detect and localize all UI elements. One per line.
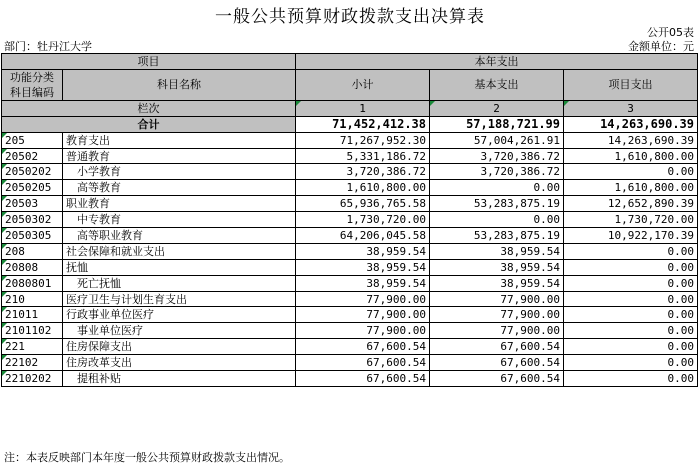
total-basic: 57,188,721.99 — [430, 116, 564, 132]
row-basic: 53,283,875.19 — [430, 228, 564, 244]
row-basic: 38,959.54 — [430, 259, 564, 275]
row-project: 0.00 — [564, 339, 698, 355]
row-project: 0.00 — [564, 243, 698, 259]
header-func-code: 功能分类科目编码 — [2, 69, 63, 100]
row-basic: 67,600.54 — [430, 371, 564, 387]
row-project: 0.00 — [564, 164, 698, 180]
row-subtotal: 1,610,800.00 — [296, 180, 430, 196]
header-subject-name: 科目名称 — [63, 69, 296, 100]
row-name: 高等教育 — [63, 180, 296, 196]
row-name: 小学教育 — [63, 164, 296, 180]
expenditure-table — [1, 53, 698, 387]
row-project: 0.00 — [564, 323, 698, 339]
row-subtotal: 5,331,186.72 — [296, 148, 430, 164]
row-subtotal: 67,600.54 — [296, 339, 430, 355]
header-subtotal: 小计 — [296, 69, 430, 100]
header-row-2 — [2, 69, 698, 100]
row-basic: 77,900.00 — [430, 291, 564, 307]
table-row — [2, 291, 698, 307]
form-code: 公开05表 — [647, 26, 694, 39]
row-basic: 67,600.54 — [430, 355, 564, 371]
row-subtotal: 65,936,765.58 — [296, 196, 430, 212]
row-subtotal: 77,900.00 — [296, 291, 430, 307]
row-code: 2050202 — [2, 164, 63, 180]
row-project: 1,610,800.00 — [564, 180, 698, 196]
row-subtotal: 77,900.00 — [296, 323, 430, 339]
column-index-label: 栏次 — [2, 100, 296, 116]
row-basic: 38,959.54 — [430, 275, 564, 291]
table-row — [2, 371, 698, 387]
table-row — [2, 307, 698, 323]
row-code: 20502 — [2, 148, 63, 164]
table-row — [2, 275, 698, 291]
row-name: 死亡抚恤 — [63, 275, 296, 291]
row-subtotal: 3,720,386.72 — [296, 164, 430, 180]
row-name: 事业单位医疗 — [63, 323, 296, 339]
row-code: 208 — [2, 243, 63, 259]
header-basic: 基本支出 — [430, 69, 564, 100]
row-name: 社会保障和就业支出 — [63, 243, 296, 259]
department-label: 部门：牡丹江大学 — [4, 40, 92, 53]
table-row — [2, 148, 698, 164]
footnote: 注：本表反映部门本年度一般公共预算财政拨款支出情况。 — [4, 451, 290, 464]
unit-label: 金额单位：元 — [628, 40, 694, 53]
column-index-2: 2 — [430, 100, 564, 116]
row-project: 14,263,690.39 — [564, 132, 698, 148]
row-basic: 67,600.54 — [430, 339, 564, 355]
row-code: 2080801 — [2, 275, 63, 291]
total-project: 14,263,690.39 — [564, 116, 698, 132]
header-project: 项目支出 — [564, 69, 698, 100]
row-project: 1,730,720.00 — [564, 212, 698, 228]
row-name: 住房改革支出 — [63, 355, 296, 371]
row-subtotal: 38,959.54 — [296, 275, 430, 291]
row-name: 住房保障支出 — [63, 339, 296, 355]
row-subtotal: 71,267,952.30 — [296, 132, 430, 148]
row-project: 12,652,890.39 — [564, 196, 698, 212]
row-basic: 77,900.00 — [430, 307, 564, 323]
table-row — [2, 339, 698, 355]
row-code: 22102 — [2, 355, 63, 371]
row-name: 职业教育 — [63, 196, 296, 212]
table-row — [2, 180, 698, 196]
row-basic: 0.00 — [430, 180, 564, 196]
total-row — [2, 116, 698, 132]
row-subtotal: 38,959.54 — [296, 259, 430, 275]
row-code: 2210202 — [2, 371, 63, 387]
row-subtotal: 77,900.00 — [296, 307, 430, 323]
report-title: 一般公共预算财政拨款支出决算表 — [215, 7, 485, 27]
row-project: 0.00 — [564, 259, 698, 275]
row-code: 205 — [2, 132, 63, 148]
row-subtotal: 38,959.54 — [296, 243, 430, 259]
row-project: 1,610,800.00 — [564, 148, 698, 164]
table-row — [2, 259, 698, 275]
table-row — [2, 196, 698, 212]
total-label: 合计 — [2, 116, 296, 132]
row-code: 20808 — [2, 259, 63, 275]
header-item: 项目 — [2, 54, 296, 70]
header-current-year: 本年支出 — [296, 54, 698, 70]
row-project: 0.00 — [564, 291, 698, 307]
row-basic: 3,720,386.72 — [430, 164, 564, 180]
row-code: 20503 — [2, 196, 63, 212]
row-name: 高等职业教育 — [63, 228, 296, 244]
table-row — [2, 243, 698, 259]
row-name: 抚恤 — [63, 259, 296, 275]
table-row — [2, 228, 698, 244]
row-basic: 53,283,875.19 — [430, 196, 564, 212]
total-subtotal: 71,452,412.38 — [296, 116, 430, 132]
row-name: 医疗卫生与计划生育支出 — [63, 291, 296, 307]
row-code: 2050205 — [2, 180, 63, 196]
row-name: 行政事业单位医疗 — [63, 307, 296, 323]
table-row — [2, 132, 698, 148]
row-project: 0.00 — [564, 355, 698, 371]
row-subtotal: 1,730,720.00 — [296, 212, 430, 228]
row-code: 221 — [2, 339, 63, 355]
row-code: 2101102 — [2, 323, 63, 339]
row-subtotal: 67,600.54 — [296, 355, 430, 371]
row-project: 0.00 — [564, 307, 698, 323]
row-name: 教育支出 — [63, 132, 296, 148]
column-index-1: 1 — [296, 100, 430, 116]
row-basic: 77,900.00 — [430, 323, 564, 339]
row-subtotal: 67,600.54 — [296, 371, 430, 387]
row-code: 2050305 — [2, 228, 63, 244]
row-project: 0.00 — [564, 275, 698, 291]
row-project: 10,922,170.39 — [564, 228, 698, 244]
row-code: 21011 — [2, 307, 63, 323]
row-name: 普通教育 — [63, 148, 296, 164]
row-basic: 57,004,261.91 — [430, 132, 564, 148]
table-row — [2, 164, 698, 180]
row-code: 2050302 — [2, 212, 63, 228]
row-basic: 3,720,386.72 — [430, 148, 564, 164]
table-row — [2, 355, 698, 371]
row-basic: 38,959.54 — [430, 243, 564, 259]
row-basic: 0.00 — [430, 212, 564, 228]
column-index-row — [2, 100, 698, 116]
row-name: 提租补贴 — [63, 371, 296, 387]
table-row — [2, 212, 698, 228]
row-name: 中专教育 — [63, 212, 296, 228]
header-row-1 — [2, 54, 698, 70]
row-subtotal: 64,206,045.58 — [296, 228, 430, 244]
table-row — [2, 323, 698, 339]
row-project: 0.00 — [564, 371, 698, 387]
column-index-3: 3 — [564, 100, 698, 116]
row-code: 210 — [2, 291, 63, 307]
